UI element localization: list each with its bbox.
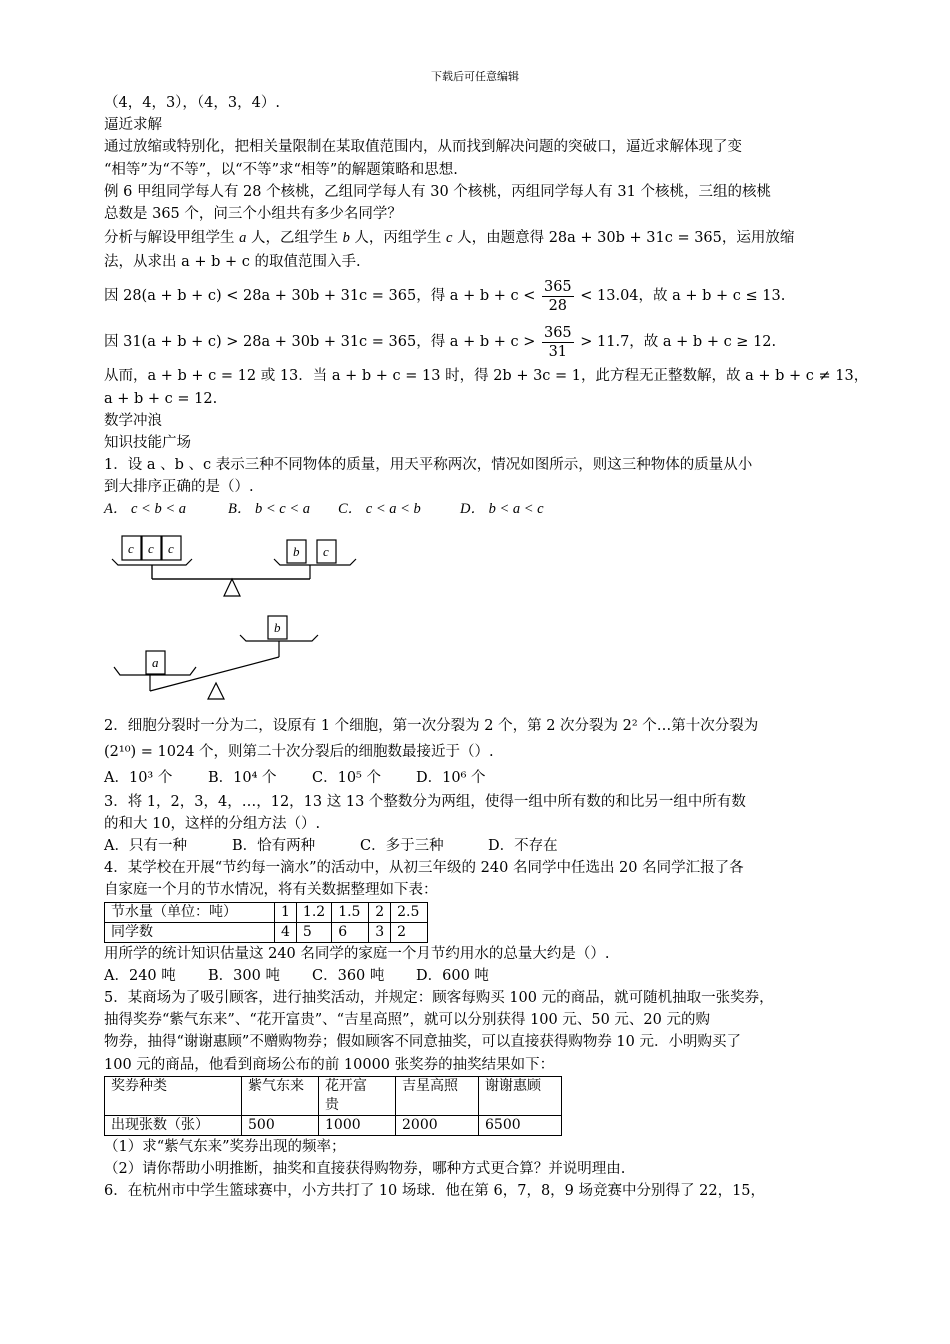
table-cell: 4 xyxy=(275,922,297,942)
var-c: c xyxy=(446,230,453,247)
option-a: A．只有一种 xyxy=(104,838,187,854)
fraction-denominator: 31 xyxy=(548,343,568,360)
table-cell: 500 xyxy=(242,1115,319,1135)
box-label: c xyxy=(168,540,174,556)
table-cell: 5 xyxy=(296,922,331,942)
table-cell: 紫气东来 xyxy=(242,1076,319,1115)
question-3-options xyxy=(104,835,849,857)
question-1-options xyxy=(104,498,849,520)
table-row xyxy=(105,1115,562,1135)
option-b: B．10⁴ 个 xyxy=(208,769,277,786)
section-heading: 逼近求解 xyxy=(104,117,162,134)
lottery-results-table xyxy=(104,1076,562,1136)
section-heading: 知识技能广场 xyxy=(104,434,191,451)
table-cell: 吉星高照 xyxy=(396,1076,479,1115)
question-2-line: 2．细胞分裂时一分为二，设原有 1 个细胞，第一次分裂为 2 个，第 2 次分裂为 2² 个…第十次分裂为 xyxy=(104,717,759,734)
text-span: > 11.7，故 a + b + c ≥ 12. xyxy=(575,334,777,351)
table-cell: 2.5 xyxy=(391,902,428,922)
document-body xyxy=(104,92,869,1202)
table-cell: 6 xyxy=(332,922,369,942)
table-row xyxy=(105,1076,562,1115)
option-d: D．不存在 xyxy=(488,838,558,854)
balance-scales-figure xyxy=(104,521,849,713)
table-cell: 1 xyxy=(275,902,297,922)
table-cell: 6500 xyxy=(479,1115,562,1135)
text-line: （4，4，3），（4，3，4）. xyxy=(104,95,280,111)
question-3-line: 3．将 1，2，3，4，…，12，13 这 13 个整数分为两组，使得一组中所有数的和比另一组中所有数 xyxy=(104,793,746,810)
table-cell: 出现张数（张） xyxy=(105,1115,242,1135)
table-cell: 1.2 xyxy=(296,902,331,922)
box-label: c xyxy=(128,540,134,556)
question-6-line: 6．在杭州市中学生篮球赛中，小方共打了 10 场球．他在第 6，7，8，9 场竞赛中分别得了 22，15， xyxy=(104,1183,766,1200)
table-cell: 2000 xyxy=(396,1115,479,1135)
fraction-numerator: 365 xyxy=(543,324,572,341)
table-row xyxy=(105,922,428,942)
fraction xyxy=(542,278,574,315)
text-span: 人，丙组学生 xyxy=(349,230,447,247)
question-2-options xyxy=(104,765,849,791)
text-span: 人，乙组学生 xyxy=(246,230,343,247)
box-label: a xyxy=(152,654,159,670)
example-line: 例 6 甲组同学每人有 28 个核桃，乙组同学每人有 30 个核桃，丙组同学每人有 31 个核桃，三组的核桃 xyxy=(104,183,771,200)
question-4-options xyxy=(104,965,849,987)
table-cell: 3 xyxy=(369,922,391,942)
option-a: A．10³ 个 xyxy=(104,769,173,786)
question-5-line: 物券，抽得“谢谢惠顾”不赠购物券；假如顾客不同意抽奖，可以直接获得购物券 10 元．小明购买了 xyxy=(104,1034,741,1051)
question-5-subquestion: （1）求“紫气东来”奖券出现的频率； xyxy=(104,1138,346,1155)
fraction-denominator: 28 xyxy=(548,297,568,314)
text-span: < 13.04，故 a + b + c ≤ 13. xyxy=(575,288,786,305)
box-label: b xyxy=(274,619,281,635)
text-line: a + b + c = 12. xyxy=(104,390,218,407)
option-a: A．240 吨 xyxy=(104,967,176,984)
table-cell: 2 xyxy=(391,922,428,942)
text-span: 因 28(a + b + c) < 28a + 30b + 31c = 365，得 a + b + c < xyxy=(104,288,540,305)
option-b: B．恰有两种 xyxy=(232,838,316,854)
question-4-line: 自家庭一个月的节水情况，将有关数据整理如下表： xyxy=(104,882,438,899)
box-label: b xyxy=(293,543,300,559)
inequality-line-1 xyxy=(104,273,849,319)
option-a: A． c < b < a xyxy=(104,501,186,518)
option-c: C．10⁵ 个 xyxy=(312,769,381,786)
table-cell: 2 xyxy=(369,902,391,922)
question-3-line: 的和大 10，这样的分组方法（）. xyxy=(104,815,321,832)
option-d: D． b < a < c xyxy=(460,501,544,518)
question-5-subquestion: （2）请你帮助小明推断，抽奖和直接获得购物券，哪种方式更合算？并说明理由. xyxy=(104,1160,626,1177)
download-note: 下载后可任意编辑 xyxy=(431,70,519,83)
question-5-line: 100 元的商品，他看到商场公布的前 10000 张奖券的抽奖结果如下： xyxy=(104,1056,555,1073)
option-c: C．多于三种 xyxy=(360,838,444,854)
option-c: C．360 吨 xyxy=(312,967,385,984)
option-b: B．300 吨 xyxy=(208,967,280,984)
section-heading: 数学冲浪 xyxy=(104,412,162,429)
option-c: C． c < a < b xyxy=(338,501,421,518)
question-5-line: 5．某商场为了吸引顾客，进行抽奖活动，并规定：顾客每购买 100 元的商品，就可随机抽取一张奖券， xyxy=(104,989,774,1006)
table-cell: 1.5 xyxy=(332,902,369,922)
text-line: “相等”为“不等”，以“不等”求“相等”的解题策略和思想. xyxy=(104,161,458,178)
table-cell: 节水量（单位：吨） xyxy=(105,902,275,922)
text-line: 通过放缩或特别化，把相关量限制在某取值范围内，从而找到解决问题的突破口，逼近求解体现了变 xyxy=(104,139,742,156)
table-row xyxy=(105,902,428,922)
text-line: 从而，a + b + c = 12 或 13．当 a + b + c = 13 时，得 2b + 3c = 1，此方程无正整数解，故 a + b + c ≠ 13， xyxy=(104,368,869,385)
question-1-line: 1．设 a 、b 、c 表示三种不同物体的质量，用天平称两次，情况如图所示，则这三种物体的质量从小 xyxy=(104,457,753,474)
table-cell: 1000 xyxy=(319,1115,396,1135)
option-b: B． b < c < a xyxy=(228,501,310,518)
table-cell: 花开富 贵 xyxy=(319,1076,396,1115)
table-cell: 谢谢惠顾 xyxy=(479,1076,562,1115)
text-span: 人，由题意得 28a + 30b + 31c = 365，运用放缩 xyxy=(452,230,795,247)
analysis-line xyxy=(104,225,849,251)
example-line: 总数是 365 个，问三个小组共有多少名同学？ xyxy=(104,205,402,222)
question-2-line: (2¹⁰) = 1024 个，则第二十次分裂后的细胞数最接近于（）. xyxy=(104,743,494,760)
text-span: 分析与解设甲组学生 xyxy=(104,230,240,247)
table-cell: 奖券种类 xyxy=(105,1076,242,1115)
box-label: c xyxy=(323,543,329,559)
option-d: D．10⁶ 个 xyxy=(416,769,486,786)
table-cell: 同学数 xyxy=(105,922,275,942)
balance-scales-svg xyxy=(104,521,364,713)
question-4-line: 4．某学校在开展“节约每一滴水”的活动中，从初三年级的 240 名同学中任选出 20 名同学汇报了各 xyxy=(104,860,744,877)
fraction-numerator: 365 xyxy=(543,278,572,295)
fraction xyxy=(542,324,574,361)
inequality-line-2 xyxy=(104,319,849,365)
var-b: b xyxy=(342,230,350,247)
text-line: 法，从求出 a + b + c 的取值范围入手. xyxy=(104,254,361,271)
text-span: 因 31(a + b + c) > 28a + 30b + 31c = 365，得 a + b + c > xyxy=(104,334,540,351)
water-saving-table xyxy=(104,902,428,943)
var-a: a xyxy=(239,230,247,247)
question-5-line: 抽得奖券“紫气东来”、“花开富贵”、“吉星高照”，就可以分别获得 100 元、50 元、20 元的购 xyxy=(104,1012,710,1029)
box-label: c xyxy=(148,540,154,556)
option-d: D．600 吨 xyxy=(416,967,489,984)
question-4-line: 用所学的统计知识估量这 240 名同学的家庭一个月节约用水的总量大约是（）. xyxy=(104,945,610,962)
question-1-line: 到大排序正确的是（）. xyxy=(104,479,254,496)
